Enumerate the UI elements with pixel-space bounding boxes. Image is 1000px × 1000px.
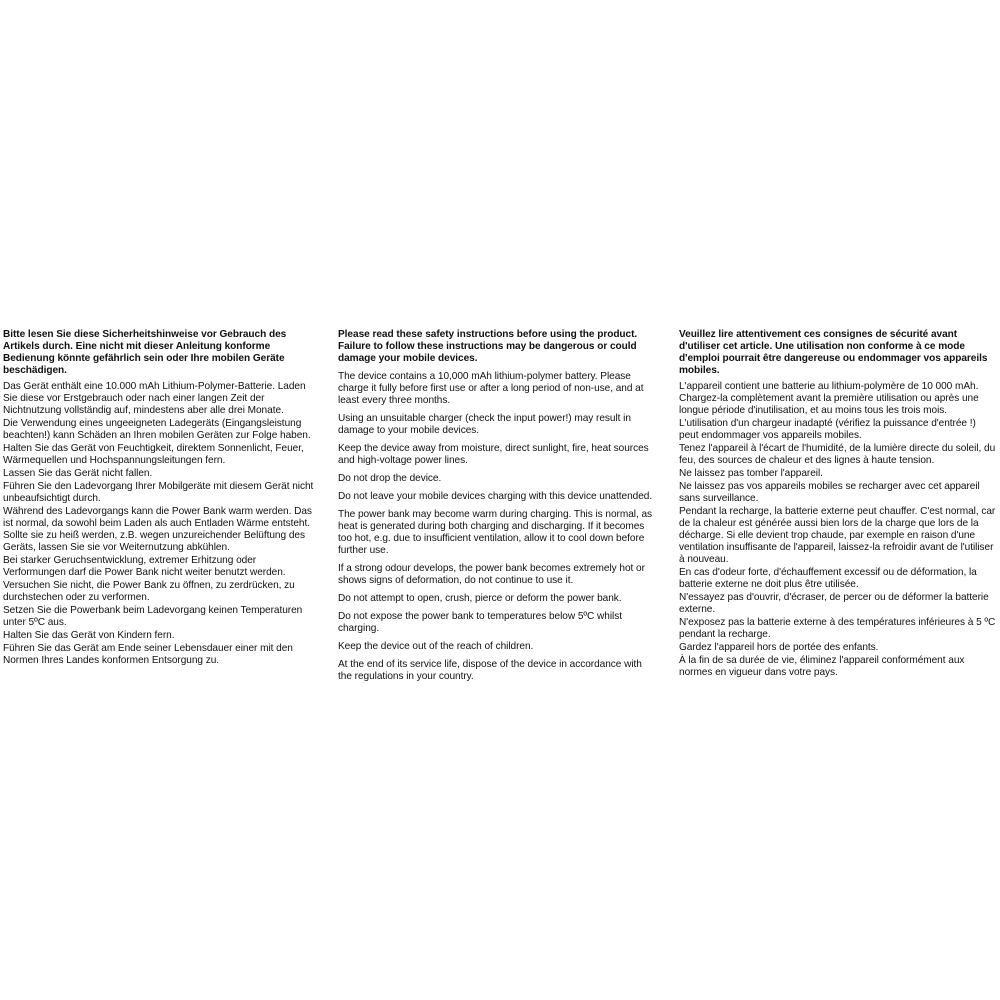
paragraph: Halten Sie das Gerät von Kindern fern.: [3, 630, 175, 641]
paragraph: Lassen Sie das Gerät nicht fallen.: [3, 468, 153, 479]
paragraph: Die Verwendung eines ungeeigneten Ladegeräts (Eingangsleistung beachten!) kann Schäden an Ihren mobilen Geräten zur Folge haben.: [3, 418, 311, 441]
paragraph: Setzen Sie die Powerbank beim Ladevorgang keinen Temperaturen unter 5ºC aus.: [3, 605, 303, 628]
intro-text: Bitte lesen Sie diese Sicherheitshinweise vor Gebrauch des Artikels durch. Eine nicht mit dieser Anleitung konforme Bedienung könnte gefährlich sein oder Ihre mobilen Geräte beschädigen.: [3, 329, 287, 376]
paragraph: Führen Sie das Gerät am Ende seiner Lebensdauer einer mit den Normen Ihres Landes konformen Entsorgung zu.: [3, 643, 293, 666]
column-english: [338, 329, 654, 689]
paragraph: Tenez l'appareil à l'écart de l'humidité, de la lumière directe du soleil, du feu, des sources de chaleur et des lignes à haute tension.: [679, 443, 996, 466]
paragraph: Using an unsuitable charger (check the input power!) may result in damage to your mobile devices.: [338, 413, 631, 436]
paragraph: Führen Sie den Ladevorgang Ihrer Mobilgeräte mit diesem Gerät nicht unbeaufsichtigt durch.: [3, 481, 314, 504]
paragraph: Do not attempt to open, crush, pierce or deform the power bank.: [338, 593, 622, 604]
paragraph: At the end of its service life, dispose of the device in accordance with the regulations in your country.: [338, 659, 642, 682]
paragraph: N'exposez pas la batterie externe à des températures inférieures à 5 ºC pendant la recharge.: [679, 617, 996, 640]
paragraph: Bei starker Geruchsentwicklung, extremer Erhitzung oder Verformungen darf die Power Bank nicht weiter benutzt werden.: [3, 555, 286, 578]
paragraph: If a strong odour develops, the power bank becomes extremely hot or shows signs of deformation, do not continue to use it.: [338, 563, 645, 586]
paragraph: N'essayez pas d'ouvrir, d'écraser, de percer ou de déformer la batterie externe.: [679, 592, 989, 615]
paragraph: Pendant la recharge, la batterie externe peut chauffer. C'est normal, car de la chaleur est générée aussi bien lors de la charge que lors de la décharge. Si elle devient trop chaude, par exemple en raison d'une ventilation insuffisante de l'appareil, laissez-la refroidir avant de l'utiliser à nouveau.: [679, 506, 996, 565]
intro-text: Veuillez lire attentivement ces consignes de sécurité avant d'utiliser cet article. Une utilisation non conforme à ce mode d'emploi pourrait être dangereuse ou endommager vos appareils mobiles.: [679, 329, 988, 376]
paragraph: Gardez l'appareil hors de portée des enfants.: [679, 642, 879, 653]
paragraph: Keep the device away from moisture, direct sunlight, fire, heat sources and high-voltage power lines.: [338, 443, 649, 466]
paragraph: Do not drop the device.: [338, 473, 442, 484]
paragraph: L'appareil contient une batterie au lithium-polymère de 10 000 mAh. Chargez-la complètement avant la première utilisation ou après une longue période d'inutilisation, et au moins tous les trois mois.: [679, 381, 979, 416]
paragraph: Während des Ladevorgangs kann die Power Bank warm werden. Das ist normal, da sowohl beim Laden als auch Entladen Wärme entsteht. Sollte sie zu heiß werden, z.B. wegen unzureichender Belüftung des Geräts, lassen Sie sie vor Weiternutzung abkühlen.: [3, 506, 312, 553]
paragraph: Do not leave your mobile devices charging with this device unattended.: [338, 491, 653, 502]
paragraph: À la fin de sa durée de vie, éliminez l'appareil conformément aux normes en vigueur dans votre pays.: [679, 655, 965, 678]
intro-text: Please read these safety instructions before using the product. Failure to follow these instructions may be dangerous or could damage your mobile devices.: [338, 329, 638, 364]
paragraph: Do not expose the power bank to temperatures below 5ºC whilst charging.: [338, 611, 622, 634]
paragraph: L'utilisation d'un chargeur inadapté (vérifiez la puissance d'entrée !) peut endommager vos appareils mobiles.: [679, 418, 976, 441]
column-french: [679, 329, 997, 680]
paragraph: Halten Sie das Gerät von Feuchtigkeit, direktem Sonnenlicht, Feuer, Wärmequellen und Hochspannungsleitungen fern.: [3, 443, 304, 466]
column-german: [3, 329, 321, 668]
paragraph: Ne laissez pas vos appareils mobiles se recharger avec cet appareil sans surveillance.: [679, 481, 980, 504]
paragraph: Das Gerät enthält eine 10.000 mAh Lithium-Polymer-Batterie. Laden Sie diese vor Erstgebrauch oder nach einer langen Zeit der Nichtnutzung vollständig auf, mindestens aber alle drei Monate.: [3, 381, 306, 416]
paragraph: The power bank may become warm during charging. This is normal, as heat is generated during both charging and discharging. If it becomes too hot, e.g. due to insufficient ventilation, allow it to cool down before further use.: [338, 509, 653, 556]
paragraph: Keep the device out of the reach of children.: [338, 641, 534, 652]
paragraph: Versuchen Sie nicht, die Power Bank zu öffnen, zu zerdrücken, zu durchstechen oder zu verformen.: [3, 580, 295, 603]
paragraph: Ne laissez pas tomber l'appareil.: [679, 468, 823, 479]
paragraph: En cas d'odeur forte, d'échauffement excessif ou de déformation, la batterie externe ne doit plus être utilisée.: [679, 567, 977, 590]
paragraph: The device contains a 10,000 mAh lithium-polymer battery. Please charge it fully before first use or after a long period of non-use, and at least every three months.: [338, 371, 644, 406]
